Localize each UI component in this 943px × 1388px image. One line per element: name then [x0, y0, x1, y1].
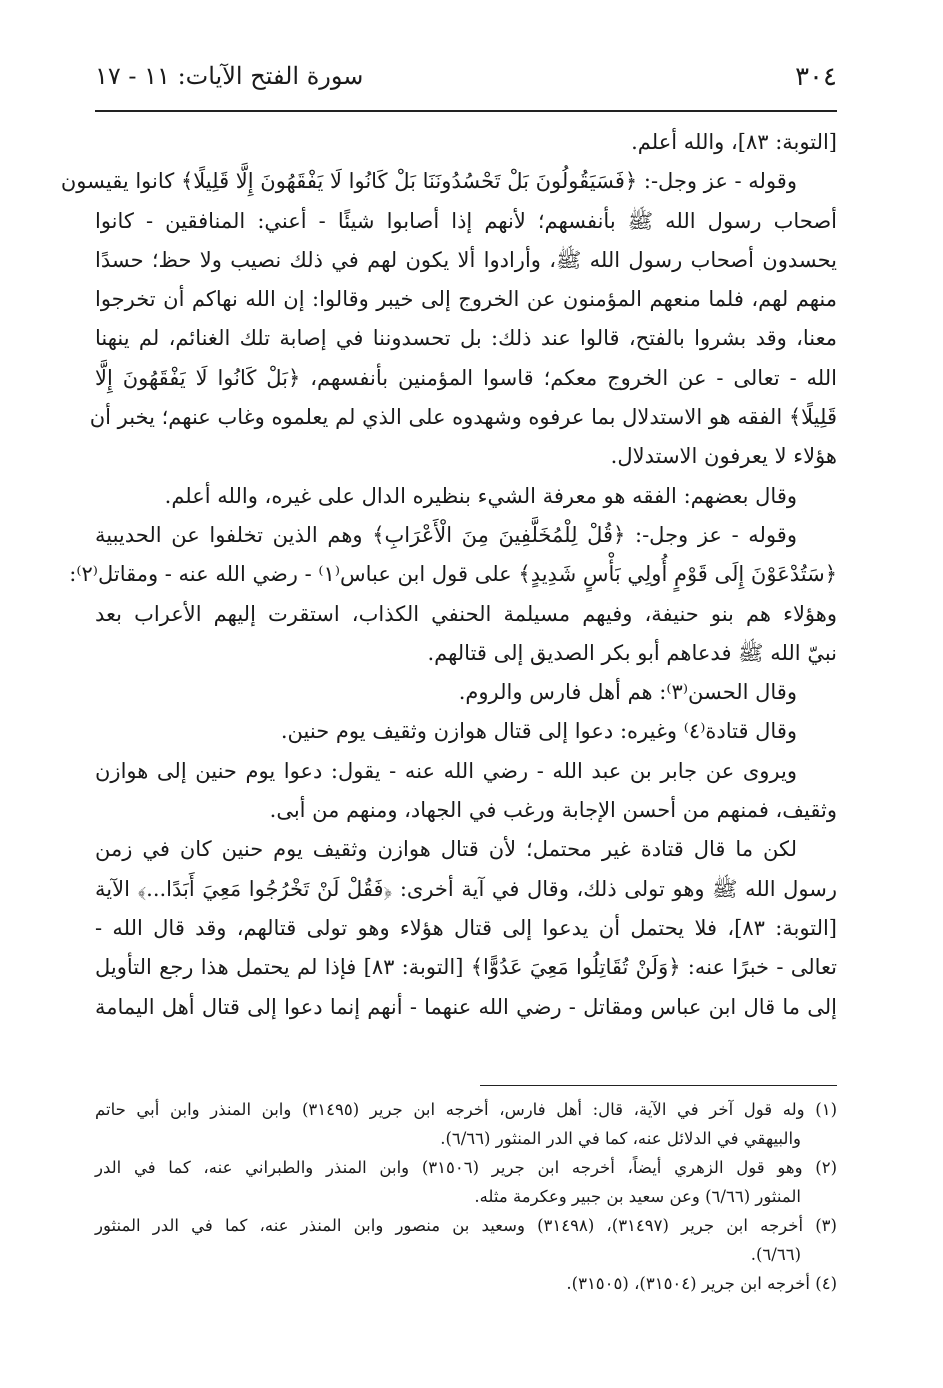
text-line: وقال بعضهم: الفقه هو معرفة الشيء بنظيره الدال على غيره، والله أعلم.	[164, 483, 797, 508]
text-line: وقوله - عز وجل-: ﴿قُلْ لِلْمُخَلَّفِينَ مِنَ الْأَعْرَابِ﴾ وهم الذين تخلفوا عن الحديبية	[95, 522, 797, 547]
text-line: ﴿سَتُدْعَوْنَ إِلَى قَوْمٍ أُولِي بَأْسٍ شَدِيدٍ﴾ على قول ابن عباس⁽١⁾ - رضي الله عنه - ومقاتل⁽٢⁾:	[69, 562, 837, 587]
text-line: نبيّ الله ﷺ فدعاهم أبو بكر الصديق إلى قتالهم.	[427, 640, 837, 665]
text-line: الله - تعالى - عن الخروج معكم؛ قاسوا المؤمنين بأنفسهم، ﴿بَلْ كَانُوا لَا يَفْقَهُونَ إِلَّا	[95, 365, 837, 390]
main-text	[60, 123, 837, 1027]
text-line: رسول الله ﷺ وهو تولى ذلك، وقال في آية أخرى: ﴿فَقُلْ لَنْ تَخْرُجُوا مَعِيَ أَبَدًا...﴾ الآية	[95, 876, 837, 901]
text-line: وقال قتادة⁽٤⁾ وغيره: دعوا إلى قتال هوازن وثقيف يوم حنين.	[280, 719, 797, 744]
page-number: ٣٠٤	[795, 62, 837, 92]
footnote-line: (٦/٦٦).	[750, 1245, 801, 1264]
text-line: [التوبة: ٨٣]، والله أعلم.	[631, 130, 837, 154]
text-line: لكن ما قال قتادة غير محتمل؛ لأن قتال هوازن وثقيف يوم حنين كان في زمن	[95, 837, 797, 862]
text-line: [التوبة: ٨٣]، فلا يحتمل أن يدعوا إلى قتال هؤلاء وهو تولى قتالهم، وقد قال الله -	[95, 915, 837, 940]
text-line: هؤلاء لا يعرفون الاستدلال.	[610, 444, 837, 469]
text-line: إلى ما قال ابن عباس ومقاتل - رضي الله عنهما - أنهم إنما دعوا إلى قتال أهل اليمامة	[95, 994, 837, 1019]
footnote-rule	[480, 1085, 837, 1086]
footnote-line: (٣) أخرجه ابن جرير (٣١٤٩٧)، (٣١٤٩٨) وسعيد بن منصور وابن المنذر عنه، كما في الدر المنثور	[95, 1216, 837, 1235]
text-line: منهم لهم، فلما منعهم المؤمنون عن الخروج إلى خيبر وقالوا: إن الله نهاكم أن تخرجوا	[95, 287, 837, 312]
footnote-line: المنثور (٦/٦٦) وعن سعيد بن جبير وعكرمة مثله.	[474, 1187, 801, 1206]
text-line: تعالى - خبرًا عنه: ﴿وَلَنْ تُقَاتِلُوا مَعِيَ عَدُوًّا﴾ [التوبة: ٨٣] فإذا لم يحتمل هذا رجع التأويل	[95, 955, 837, 980]
footnote-line: (٤) أخرجه ابن جرير (٣١٥٠٤)، (٣١٥٠٥).	[566, 1274, 837, 1293]
text-line: وقوله - عز وجل-: ﴿فَسَيَقُولُونَ بَلْ تَحْسُدُونَنَا بَلْ كَانُوا لَا يَفْقَهُونَ إِلَّا قَلِيلًا﴾ كانوا يقيسون	[60, 169, 797, 194]
text-line: يحسدون أصحاب رسول الله ﷺ، وأرادوا ألا يكون لهم في ذلك نصيب ولا حظ؛ حسدًا	[95, 247, 837, 272]
header-rule	[95, 110, 837, 112]
text-line: وقال الحسن⁽٣⁾: هم أهل فارس والروم.	[458, 680, 797, 705]
text-line: أصحاب رسول الله ﷺ بأنفسهم؛ لأنهم إذا أصابوا شيئًا - أعني: المنافقين - كانوا	[95, 208, 837, 233]
text-line: وهؤلاء هم بنو حنيفة، وفيهم مسيلمة الحنفي الكذاب، استقرت إليهم الأعراب بعد	[95, 601, 837, 626]
running-title: سورة الفتح الآيات: ١١ - ١٧	[95, 62, 364, 90]
footnote-line: (٢) وهو قول الزهري أيضاً، أخرجه ابن جرير (٣١٥٠٦) وابن المنذر والطبراني عنه، كما في الدر	[95, 1158, 838, 1177]
footnote-line: والبيهقي في الدلائل عنه، كما في الدر المنثور (٦/٦٦).	[440, 1129, 801, 1148]
page-header	[95, 62, 837, 106]
text-line: معنا، وقد بشروا بالفتح، قالوا عند ذلك: بل تحسدوننا في إصابة تلك الغنائم، لم ينهنا	[95, 326, 837, 351]
text-line: ويروى عن جابر بن عبد الله - رضي الله عنه - يقول: دعوا يوم حنين إلى هوازن	[95, 758, 797, 783]
footnote-line: (١) وله قول آخر في الآية، قال: أهل فارس، أخرجه ابن جرير (٣١٤٩٥) وابن المنذر وابن أبي حاتم	[95, 1100, 837, 1119]
footnotes	[95, 1095, 837, 1298]
text-line: وثقيف، فمنهم من أحسن الإجابة ورغب في الجهاد، ومنهم من أبى.	[269, 798, 837, 823]
text-line: قَلِيلًا﴾ الفقه هو الاستدلال بما عرفوه وشهدوه على الذي لم يعلموه وغاب عنهم؛ يخبر أن	[89, 405, 837, 430]
